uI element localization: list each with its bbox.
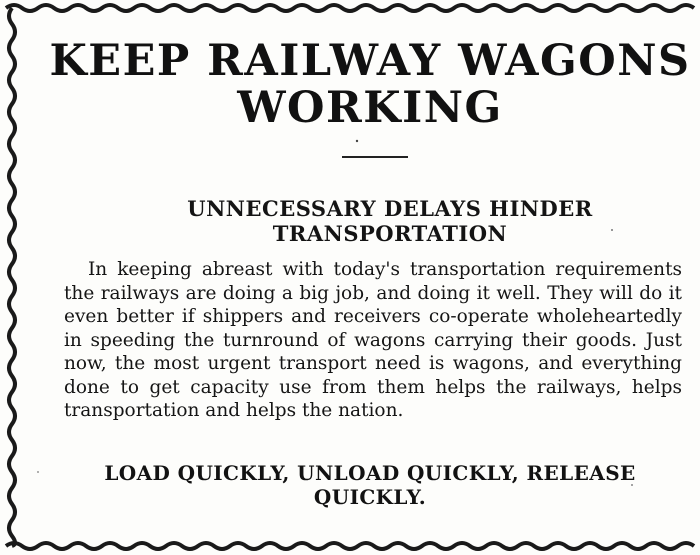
body-paragraph: In keeping abreast with today's transportation requirements the railways are doing a big job, and doing it well. They will do it even better if shippers and receivers co-operate wholeheartedly in speeding the turnround of wagons carrying their goods. Just now, the most urgent transport need is wagons, and everything done to get capacity use from them helps the railways, helps transportation and helps the nation. xyxy=(64,259,682,421)
headline: KEEP RAILWAY WAGONS WORKING xyxy=(49,36,691,133)
bottom-border-rule xyxy=(6,543,694,549)
left-border-rule xyxy=(9,8,15,546)
divider-rule xyxy=(342,156,408,158)
call-to-action: LOAD QUICKLY, UNLOAD QUICKLY, RELEASE QUICKLY. xyxy=(104,461,636,509)
top-border-rule xyxy=(6,5,694,11)
subheadline: UNNECESSARY DELAYS HINDER TRANSPORTATION xyxy=(187,196,593,246)
